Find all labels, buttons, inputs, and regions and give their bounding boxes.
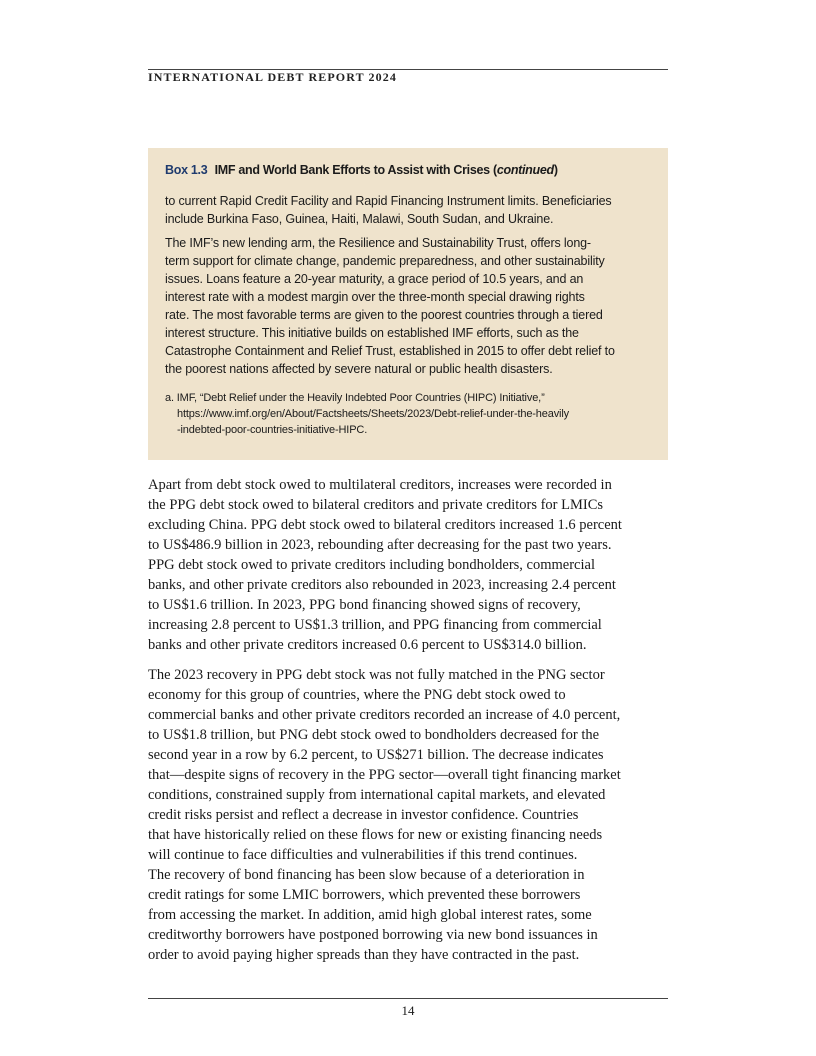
text-line: The IMF’s new lending arm, the Resilience and Sustainability Trust, offers long- — [165, 236, 591, 250]
body-paragraph-2 — [148, 665, 672, 965]
text-line: term support for climate change, pandemic preparedness, and other sustainability — [165, 254, 605, 268]
text-line: rate. The most favorable terms are given to the poorest countries through a tiered — [165, 308, 603, 322]
footer-rule — [148, 998, 668, 999]
text-line: PPG debt stock owed to private creditors including bondholders, commercial — [148, 557, 595, 573]
text-line: economy for this group of countries, where the PNG debt stock owed to — [148, 687, 566, 703]
text-line: Catastrophe Containment and Relief Trust, established in 2015 to offer debt relief to — [165, 344, 615, 358]
running-head: INTERNATIONAL DEBT REPORT 2024 — [148, 70, 397, 84]
box-label: Box 1.3 — [165, 163, 208, 177]
text-line: The recovery of bond financing has been slow because of a deterioration in — [148, 867, 585, 883]
footnote-url-line: -indebted-poor-countries-initiative-HIPC. — [177, 424, 368, 436]
text-line: Apart from debt stock owed to multilateral creditors, increases were recorded in — [148, 477, 612, 493]
text-line: banks and other private creditors increased 0.6 percent to US$314.0 billion. — [148, 637, 587, 653]
box-title-emphasis: continued — [496, 163, 554, 177]
footnote-url-line: https://www.imf.org/en/About/Factsheets/Sheets/2023/Debt-relief-under-the-heavily — [177, 408, 569, 420]
text-line: include Burkina Faso, Guinea, Haiti, Malawi, South Sudan, and Ukraine. — [165, 212, 554, 226]
box-paragraph-1 — [165, 192, 652, 228]
text-line: creditworthy borrowers have postponed borrowing via new bond issuances in — [148, 927, 598, 943]
text-line: banks, and other private creditors also rebounded in 2023, increasing 2.4 percent — [148, 577, 616, 593]
text-line: that—despite signs of recovery in the PPG sector—overall tight financing market — [148, 767, 621, 783]
text-line: interest rate with a modest margin over the three-month special drawing rights — [165, 290, 585, 304]
text-line: commercial banks and other private creditors recorded an increase of 4.0 percent, — [148, 707, 621, 723]
text-line: the poorest nations affected by severe natural or public health disasters. — [165, 362, 553, 376]
text-line: increasing 2.8 percent to US$1.3 trillion, and PPG financing from commercial — [148, 617, 602, 633]
text-line: conditions, constrained supply from international capital markets, and elevated — [148, 787, 606, 803]
text-line: excluding China. PPG debt stock owed to bilateral creditors increased 1.6 percent — [148, 517, 622, 533]
box-title — [165, 162, 652, 178]
text-line: The 2023 recovery in PPG debt stock was not fully matched in the PNG sector — [148, 667, 605, 683]
text-line: issues. Loans feature a 20-year maturity, a grace period of 10.5 years, and an — [165, 272, 584, 286]
text-line: to US$486.9 billion in 2023, rebounding after decreasing for the past two years. — [148, 537, 612, 553]
body-text — [148, 475, 672, 975]
box-footnote — [165, 390, 652, 438]
box-1-3 — [148, 148, 668, 460]
box-title-text: IMF and World Bank Efforts to Assist with Crises ( — [214, 163, 497, 177]
text-line: to US$1.6 trillion. In 2023, PPG bond financing showed signs of recovery, — [148, 597, 581, 613]
text-line: to current Rapid Credit Facility and Rapid Financing Instrument limits. Beneficiaries — [165, 194, 612, 208]
text-line: second year in a row by 6.2 percent, to US$271 billion. The decrease indicates — [148, 747, 604, 763]
footnote-line: a. IMF, “Debt Relief under the Heavily Indebted Poor Countries (HIPC) Initiative,” — [165, 392, 545, 404]
text-line: to US$1.8 trillion, but PNG debt stock owed to bondholders decreased for the — [148, 727, 600, 743]
text-line: interest structure. This initiative builds on established IMF efforts, such as the — [165, 326, 579, 340]
text-line: from accessing the market. In addition, amid high global interest rates, some — [148, 907, 592, 923]
box-paragraph-2 — [165, 234, 652, 378]
text-line: credit risks persist and reflect a decrease in investor confidence. Countries — [148, 807, 579, 823]
page-number: 14 — [401, 1003, 415, 1018]
text-line: the PPG debt stock owed to bilateral creditors and private creditors for LMICs — [148, 497, 604, 513]
text-line: that have historically relied on these flows for new or existing financing needs — [148, 827, 603, 843]
box-title-close: ) — [553, 163, 558, 177]
text-line: credit ratings for some LMIC borrowers, which prevented these borrowers — [148, 887, 581, 903]
body-paragraph-1 — [148, 475, 672, 655]
text-line: order to avoid paying higher spreads than they have contracted in the past. — [148, 947, 580, 963]
text-line: will continue to face difficulties and vulnerabilities if this trend continues. — [148, 847, 578, 863]
